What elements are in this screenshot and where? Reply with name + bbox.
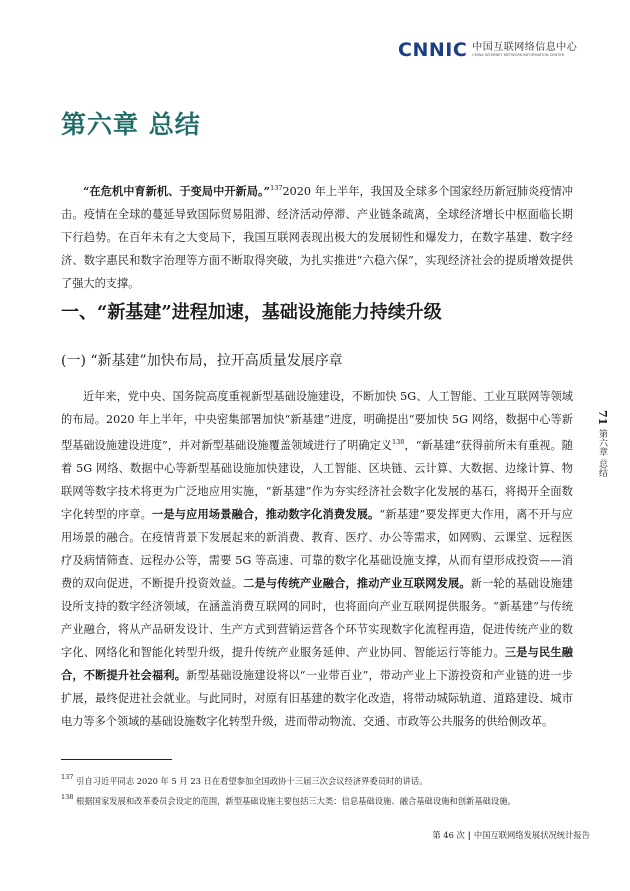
footer-report-title: 中国互联网络发展状况统计报告 bbox=[473, 830, 590, 840]
footnote-138 bbox=[61, 789, 573, 810]
section-heading: 一、“新基建”进程加速，基础设施能力持续升级 bbox=[61, 302, 442, 323]
body-text-2: ，“新基建”获得前所未有重视。随着 5G 网络、数据中心等新型基础设施加快建设，人工智能、区块链、云计算、大数据、边缘计算、物联网等数字技术将更为广泛地应用实施，“新基建”作为夯实经济社会数字化发展的基石，将揭开全面数字化转型的序章。 bbox=[61, 439, 573, 521]
footnote-137 bbox=[61, 769, 573, 790]
intro-text: 2020 年上半年，我国及全球多个国家经历新冠肺炎疫情冲击。疫情在全球的蔓延导致国际贸易阻滞、经济活动停滞、产业链条疏离，全球经济增长中枢面临长期下行趋势。在百年未有之大变局下，我国互联网表现出极大的发展韧性和爆发力，在数字基建、数字经济、数字惠民和数字治理等方面不断取得突破，为扎实推进“六稳六保”，实现经济社会的提质增效提供了强大的支撑。 bbox=[61, 185, 573, 290]
page-footer bbox=[432, 829, 590, 841]
intro-lead: “在危机中育新机、于变局中开新局。” bbox=[83, 184, 271, 198]
logo-text bbox=[472, 42, 577, 58]
footer-separator: | bbox=[467, 830, 471, 840]
footnote-ref-137: 137 bbox=[270, 184, 283, 192]
logo-mark: CNNIC bbox=[398, 39, 468, 61]
footnote-divider bbox=[61, 759, 172, 760]
body-text-5: 新型基础设施建设将以“一业带百业”，带动产业上下游投资和产业链的进一步扩展，最终促进社会就业。与此同时，对原有旧基建的数字化改造，将带动城际轨道、道路建设、城市电力等多个领域的基础设施数字化转型升级，进而带动物流、交通、市政等公共服务的供给侧改革。 bbox=[61, 669, 573, 728]
body-text-3: “新基建”要发挥更大作用，离不开与应用场景的融合。在疫情背景下发展起来的新消费、教育、医疗、办公等需求，如网购、云课堂、远程医疗及病情筛查、远程办公等，需要 5G 等高速、可靠的数字化基础设施支撑，从而有望形成投资——消费的双向促进，不断提升投资效益。 bbox=[61, 508, 573, 590]
highlight-3: 三是与民生融合，不断提升社会福利。 bbox=[61, 645, 573, 682]
footnote-text: 引自习近平同志 2020 年 5 月 23 日在看望参加全国政协十三届三次会议经济界委员时的讲话。 bbox=[76, 776, 428, 786]
body-text-4: 新一轮的基础设施建设所支持的数字经济领域，在涵盖消费互联网的同时，也将面向产业互联网提供服务。“新基建”与传统产业融合，将从产品研发设计、生产方式到营销运营各个环节实现数字化流程再造，促进传统产业的数字化、网络化和智能化转型升级，提升传统产业服务延伸、产业协同、智能运行等能力。 bbox=[61, 577, 573, 659]
side-chapter-label: 第六章 总结 bbox=[597, 429, 607, 478]
highlight-2: 二是与传统产业融合，推动产业互联网发展。 bbox=[243, 576, 471, 590]
body-paragraph bbox=[61, 385, 573, 733]
highlight-1: 一是与应用场景融合，推动数字化消费发展。 bbox=[151, 507, 380, 521]
cnnic-logo bbox=[398, 38, 603, 62]
intro-paragraph bbox=[61, 177, 573, 295]
body-text-1: 近年来，党中央、国务院高度重视新型基础设施建设，不断加快 5G、人工智能、工业互联网等领域的布局。2020 年上半年，中央密集部署加快“新基建”进度，明确提出“要加快 5G 网络，数据中心等新型基础设施建设进度”，并对新型基础设施覆盖领域进行了明确定义 bbox=[61, 390, 573, 452]
chapter-title: 第六章 总结 bbox=[61, 110, 201, 139]
page-number: 71 bbox=[596, 410, 609, 426]
footnote-number: 138 bbox=[61, 793, 74, 801]
footer-issue: 第 46 次 bbox=[432, 830, 465, 840]
footnote-ref-138: 138 bbox=[392, 438, 405, 446]
subsection-heading: (一) “新基建”加快布局，拉开高质量发展序章 bbox=[61, 353, 343, 369]
logo-chinese-name: 中国互联网络信息中心 bbox=[472, 42, 578, 53]
side-page-label bbox=[596, 410, 609, 481]
logo-english-name: CHINA INTERNET NETWORK INFORMATION CENTER bbox=[472, 53, 565, 57]
footnote-number: 137 bbox=[61, 773, 74, 781]
footnote-text: 根据国家发展和改革委员会设定的范围，新型基础设施主要包括三大类：信息基础设施、融合基础设施和创新基础设施。 bbox=[76, 796, 516, 806]
